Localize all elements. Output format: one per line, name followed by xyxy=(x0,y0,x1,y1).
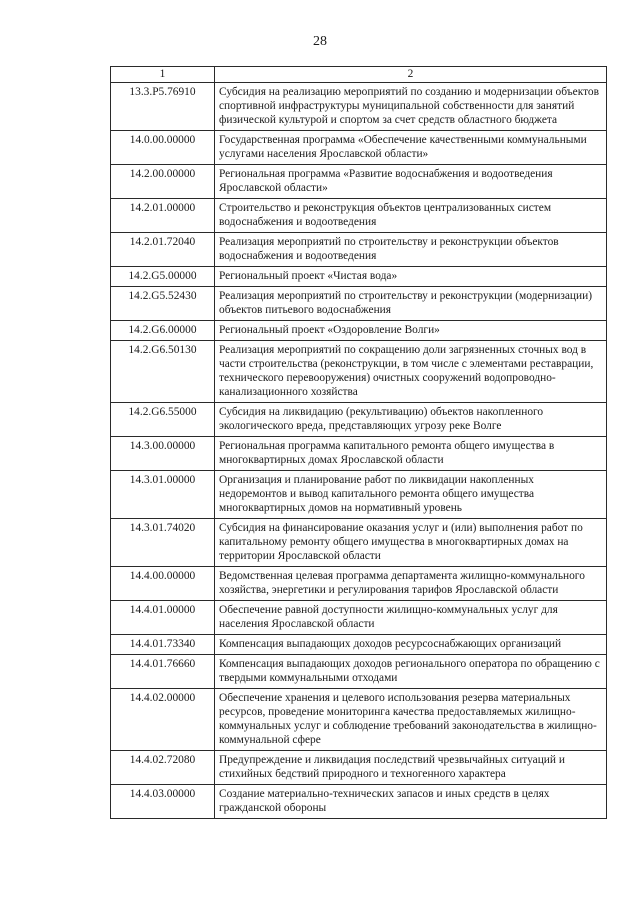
table-row xyxy=(111,601,607,635)
page-number: 28 xyxy=(313,34,327,49)
row-code: 14.2.G5.52430 xyxy=(111,287,215,321)
table-row xyxy=(111,785,607,819)
table-body xyxy=(111,83,607,819)
row-code: 14.2.01.72040 xyxy=(111,233,215,267)
row-name: Создание материально-технических запасов и иных средств в целях гражданской обороны xyxy=(215,785,607,819)
table-row xyxy=(111,567,607,601)
row-name: Региональная программа капитального ремонта общего имущества в многоквартирных домах Ярославской области xyxy=(215,437,607,471)
row-code: 14.2.G6.00000 xyxy=(111,321,215,341)
table-row xyxy=(111,83,607,131)
row-code: 13.3.P5.76910 xyxy=(111,83,215,131)
row-code: 14.3.00.00000 xyxy=(111,437,215,471)
table-row xyxy=(111,655,607,689)
table-row xyxy=(111,689,607,751)
row-name: Региональный проект «Чистая вода» xyxy=(215,267,607,287)
row-code: 14.4.02.00000 xyxy=(111,689,215,751)
row-name: Субсидия на финансирование оказания услуг и (или) выполнения работ по капитальному ремонту общего имущества в многоквартирных домах на территории Ярославской области xyxy=(215,519,607,567)
table-row xyxy=(111,321,607,341)
row-name: Субсидия на реализацию мероприятий по созданию и модернизации объектов спортивной инфраструктуры муниципальной собственности для занятий физической культурой и спортом за счет средств областного бюджета xyxy=(215,83,607,131)
row-name: Государственная программа «Обеспечение качественными коммунальными услугами населения Ярославской области» xyxy=(215,131,607,165)
row-name: Региональный проект «Оздоровление Волги» xyxy=(215,321,607,341)
row-code: 14.3.01.00000 xyxy=(111,471,215,519)
table-row xyxy=(111,165,607,199)
row-name: Компенсация выпадающих доходов ресурсоснабжающих организаций xyxy=(215,635,607,655)
row-name: Реализация мероприятий по строительству и реконструкции (модернизации) объектов питьевого водоснабжения xyxy=(215,287,607,321)
row-code: 14.4.02.72080 xyxy=(111,751,215,785)
table-row xyxy=(111,233,607,267)
row-code: 14.2.G6.50130 xyxy=(111,341,215,403)
table-row xyxy=(111,199,607,233)
table-row xyxy=(111,131,607,165)
row-name: Реализация мероприятий по строительству и реконструкции объектов водоснабжения и водоотведения xyxy=(215,233,607,267)
row-code: 14.2.G5.00000 xyxy=(111,267,215,287)
row-code: 14.2.00.00000 xyxy=(111,165,215,199)
row-code: 14.4.01.73340 xyxy=(111,635,215,655)
table-row xyxy=(111,635,607,655)
row-name: Обеспечение хранения и целевого использования резерва материальных ресурсов, проведение мониторинга качества предоставляемых жилищно-коммунальных услуг и соблюдение требований законодательства в жилищно-коммунальной сфере xyxy=(215,689,607,751)
row-code: 14.0.00.00000 xyxy=(111,131,215,165)
row-code: 14.2.G6.55000 xyxy=(111,403,215,437)
table-header-row xyxy=(111,67,607,83)
row-name: Предупреждение и ликвидация последствий чрезвычайных ситуаций и стихийных бедствий природного и техногенного характера xyxy=(215,751,607,785)
table-row xyxy=(111,471,607,519)
row-code: 14.4.01.76660 xyxy=(111,655,215,689)
table-row xyxy=(111,437,607,471)
row-code: 14.4.01.00000 xyxy=(111,601,215,635)
table-row xyxy=(111,751,607,785)
table-row xyxy=(111,341,607,403)
row-name: Региональная программа «Развитие водоснабжения и водоотведения Ярославской области» xyxy=(215,165,607,199)
row-code: 14.4.03.00000 xyxy=(111,785,215,819)
row-code: 14.3.01.74020 xyxy=(111,519,215,567)
table-row xyxy=(111,519,607,567)
row-name: Строительство и реконструкция объектов централизованных систем водоснабжения и водоотведения xyxy=(215,199,607,233)
row-name: Организация и планирование работ по ликвидации накопленных недоремонтов и вывод капитального ремонта общего имущества многоквартирных домов на нормативный уровень xyxy=(215,471,607,519)
table-row xyxy=(111,287,607,321)
table-row xyxy=(111,267,607,287)
classification-table xyxy=(110,66,607,819)
row-name: Компенсация выпадающих доходов регионального оператора по обращению с твердыми коммунальными отходами xyxy=(215,655,607,689)
column-header-name: 2 xyxy=(215,67,607,83)
column-header-code: 1 xyxy=(111,67,215,83)
row-code: 14.2.01.00000 xyxy=(111,199,215,233)
table-row xyxy=(111,403,607,437)
row-name: Обеспечение равной доступности жилищно-коммунальных услуг для населения Ярославской области xyxy=(215,601,607,635)
row-code: 14.4.00.00000 xyxy=(111,567,215,601)
row-name: Субсидия на ликвидацию (рекультивацию) объектов накопленного экологического вреда, представляющих угрозу реке Волге xyxy=(215,403,607,437)
row-name: Ведомственная целевая программа департамента жилищно-коммунального хозяйства, энергетики и регулирования тарифов Ярославской области xyxy=(215,567,607,601)
row-name: Реализация мероприятий по сокращению доли загрязненных сточных вод в части строительства (реконструкции, в том числе с элементами реставрации, технического перевооружения) очистных сооружений водопроводно-канализационного хозяйства xyxy=(215,341,607,403)
